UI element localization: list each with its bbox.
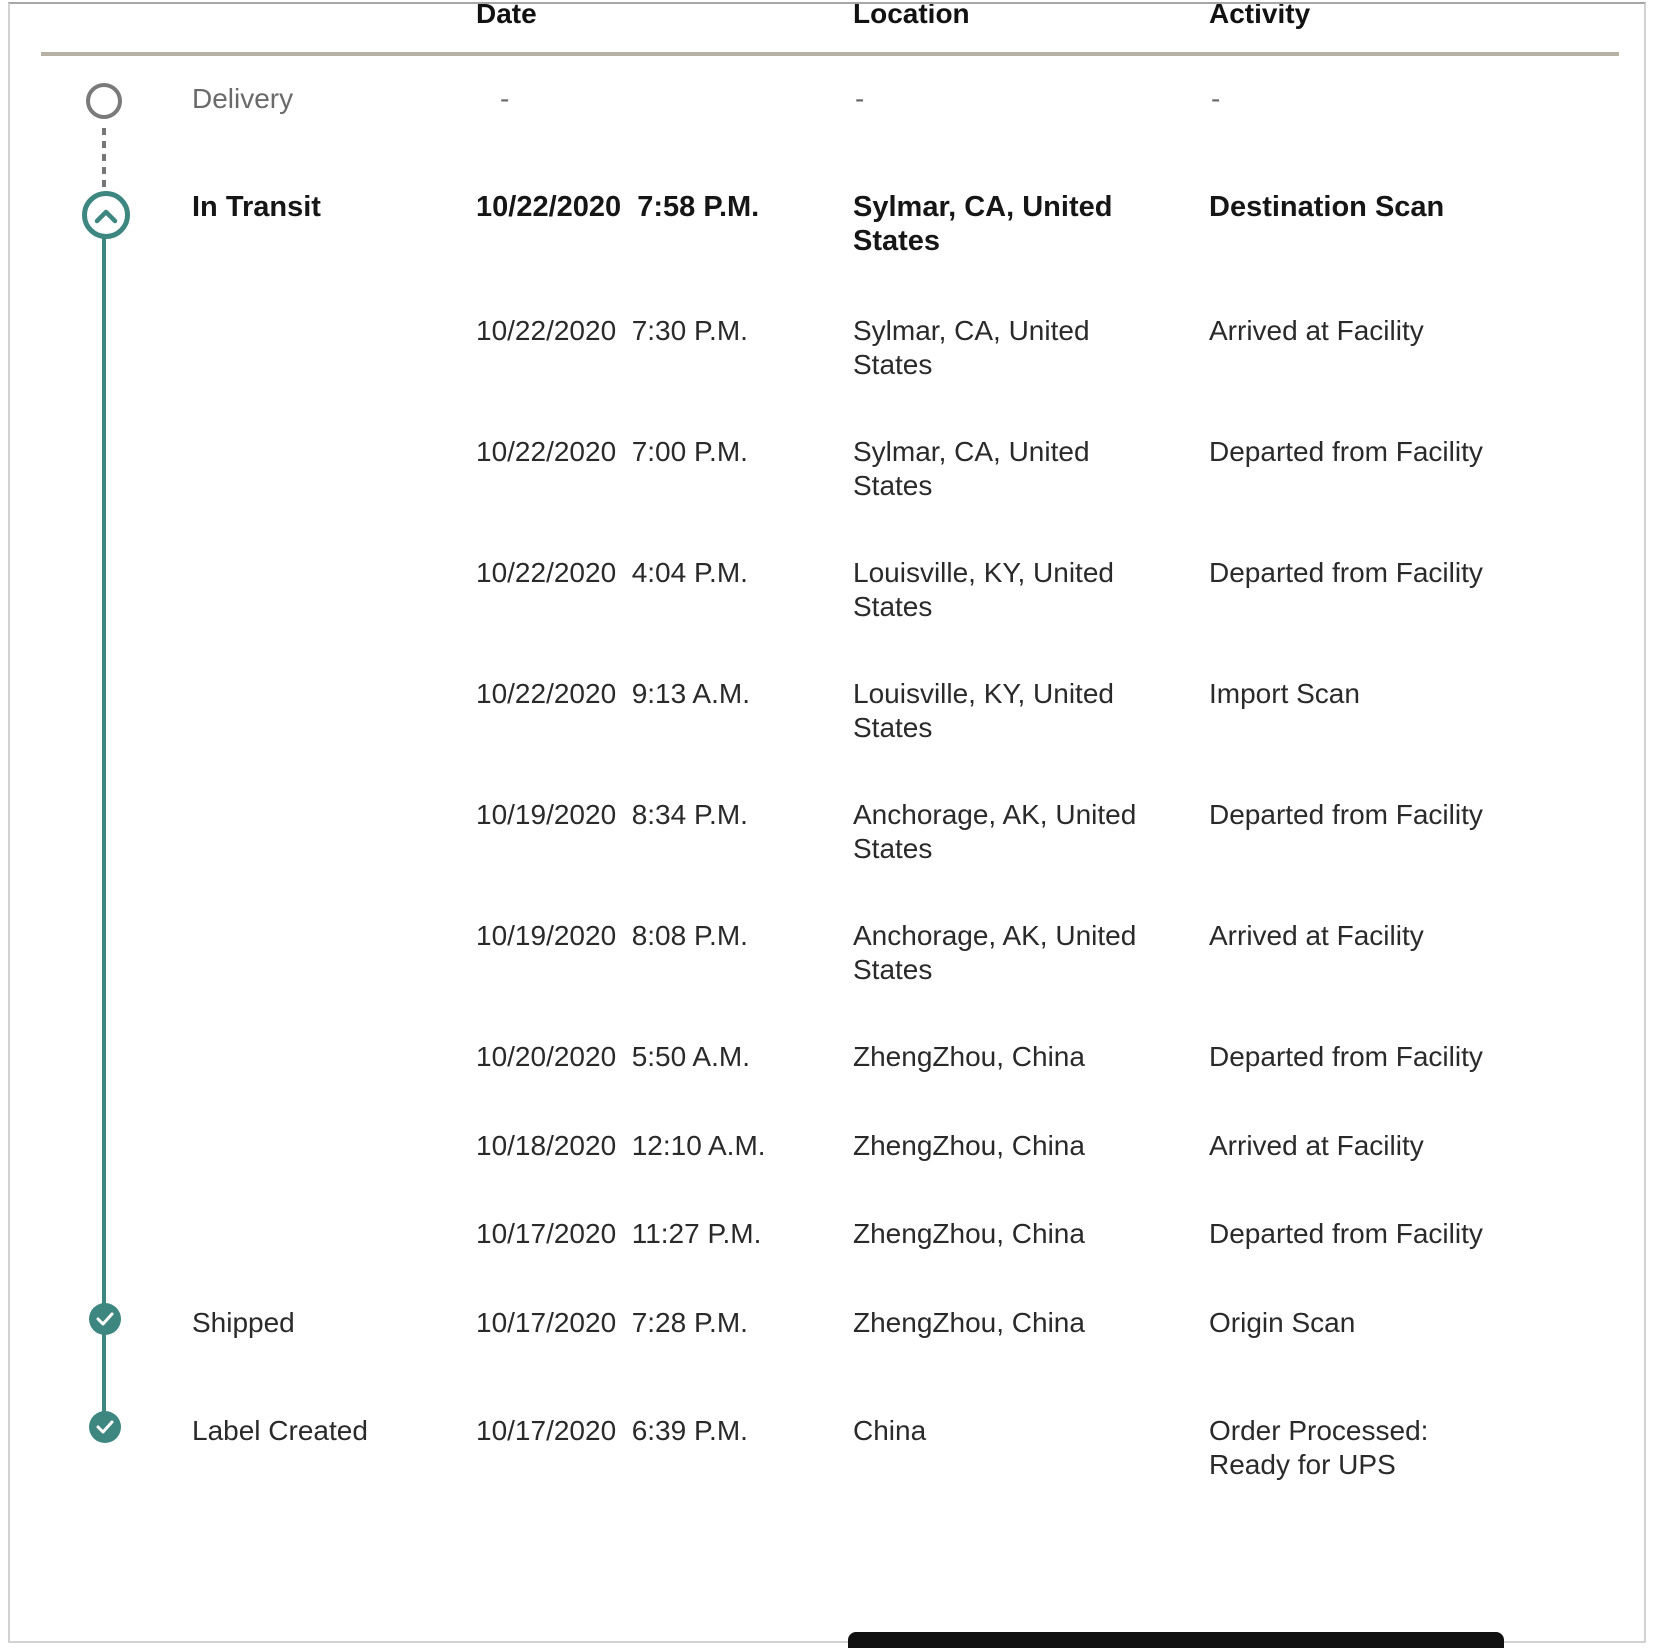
location-cell: - [855,83,865,114]
activity-column-header: Activity [1209,2,1311,29]
date-column-header: Date [476,2,537,29]
status-label-shipped: Shipped [192,1307,295,1338]
location-cell: Sylmar, CA, United States [853,436,1090,501]
date-cell: 10/19/2020 8:34 P.M. [476,799,748,830]
header-divider [41,52,1619,56]
location-cell: Anchorage, AK, United States [853,799,1137,864]
activity-cell: Order Processed: Ready for UPS [1209,1415,1429,1480]
location-cell: Louisville, KY, United States [853,557,1114,622]
date-cell: - [500,83,510,114]
location-column-header: Location [853,2,970,29]
date-cell: 10/22/2020 7:58 P.M. [476,191,760,223]
activity-cell: Departed from Facility [1209,436,1483,467]
date-cell: 10/22/2020 7:30 P.M. [476,315,748,346]
activity-cell: Origin Scan [1209,1307,1356,1338]
location-cell: ZhengZhou, China [853,1307,1085,1338]
activity-cell: Arrived at Facility [1209,920,1424,951]
date-cell: 10/17/2020 7:28 P.M. [476,1307,748,1338]
date-cell: 10/18/2020 12:10 A.M. [476,1130,766,1161]
tracking-history-panel [8,2,1646,1643]
activity-cell: Departed from Facility [1209,1218,1483,1249]
location-cell: ZhengZhou, China [853,1041,1085,1072]
activity-cell: Destination Scan [1209,191,1445,223]
activity-cell: Departed from Facility [1209,1041,1483,1072]
activity-cell: Departed from Facility [1209,557,1483,588]
date-cell: 10/17/2020 6:39 P.M. [476,1415,748,1446]
location-cell: ZhengZhou, China [853,1218,1085,1249]
status-label-label-created: Label Created [192,1415,368,1446]
location-cell: ZhengZhou, China [853,1130,1085,1161]
date-cell: 10/20/2020 5:50 A.M. [476,1041,750,1072]
activity-cell: - [1211,83,1221,114]
check-icon [89,1303,121,1335]
activity-cell: Arrived at Facility [1209,1130,1424,1161]
location-cell: Sylmar, CA, United States [853,191,1113,257]
date-cell: 10/17/2020 11:27 P.M. [476,1218,762,1249]
status-label-in-transit: In Transit [192,191,321,223]
date-cell: 10/22/2020 7:00 P.M. [476,436,748,467]
date-cell: 10/22/2020 9:13 A.M. [476,678,750,709]
location-cell: China [853,1415,927,1446]
activity-cell: Import Scan [1209,678,1360,709]
activity-cell: Departed from Facility [1209,799,1483,830]
activity-cell: Arrived at Facility [1209,315,1424,346]
location-cell: Sylmar, CA, United States [853,315,1090,380]
location-cell: Louisville, KY, United States [853,678,1114,743]
empty-circle-icon [86,83,122,119]
bottom-action-bar[interactable] [848,1632,1504,1648]
location-cell: Anchorage, AK, United States [853,920,1137,985]
date-cell: 10/22/2020 4:04 P.M. [476,557,748,588]
check-icon [89,1411,121,1443]
status-label-delivery: Delivery [192,83,294,114]
timeline-pending-connector [102,128,106,190]
timeline-progress-rail [102,232,106,1422]
date-cell: 10/19/2020 8:08 P.M. [476,920,748,951]
chevron-up-icon[interactable] [82,191,130,239]
